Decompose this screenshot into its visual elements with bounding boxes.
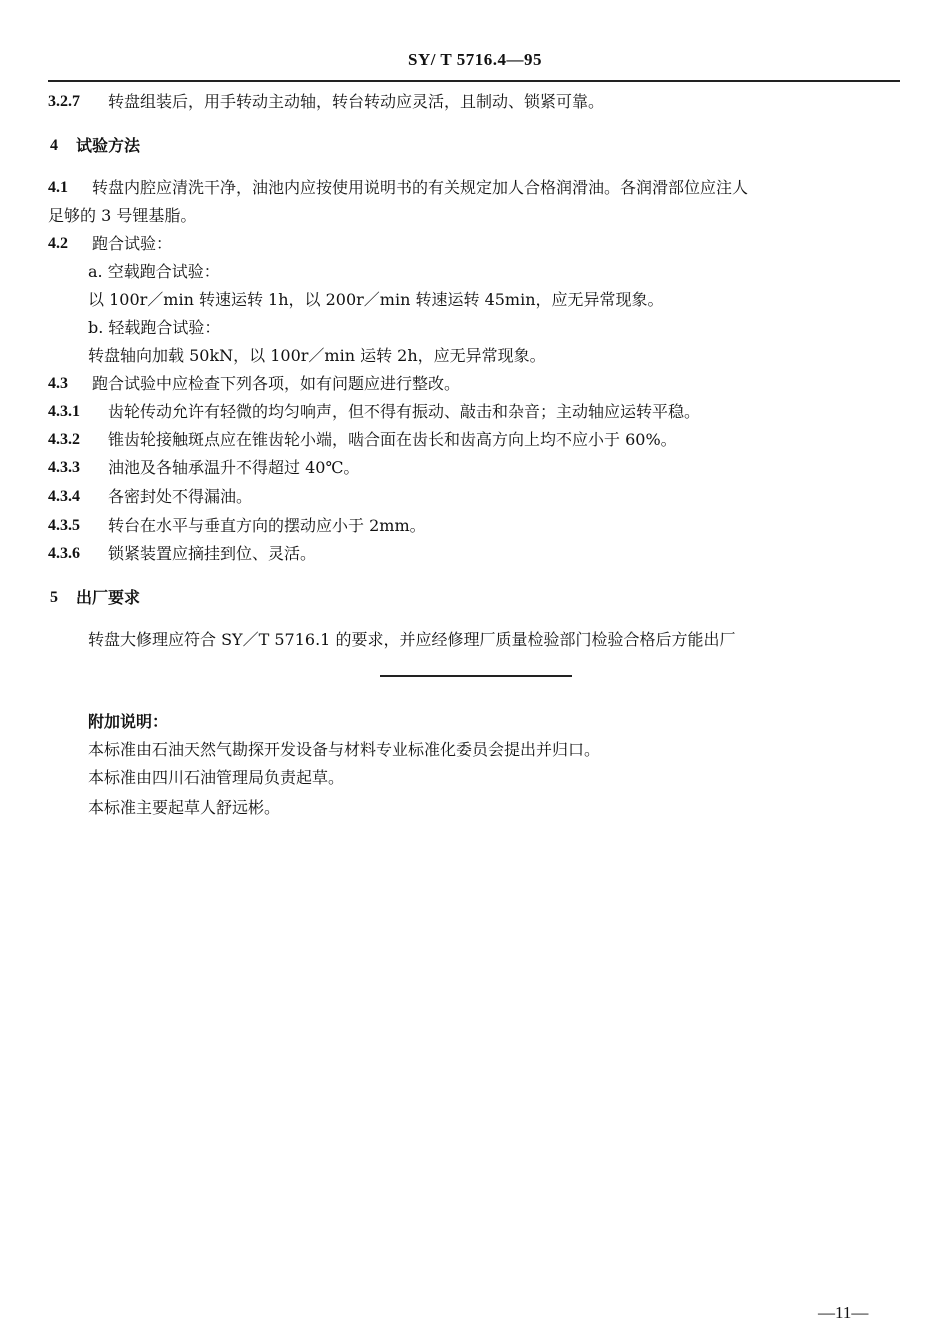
end-rule xyxy=(380,675,572,677)
subclause-label: b. 轻载跑合试验： xyxy=(88,318,221,337)
notes-line: 本标准主要起草人舒远彬。 xyxy=(88,798,281,817)
subclause-text: 以 100r／min 转速运转 1h，以 200r／min 转速运转 45min，应无异常现象。 xyxy=(88,290,664,309)
clause-text: 转盘组装后，用手转动主动轴，转台转动应灵活，且制动、锁紧可靠。 xyxy=(108,92,605,111)
clause-text-continued: 足够的 3 号锂基脂。 xyxy=(48,206,197,225)
subclause-label: a. 空载跑合试验： xyxy=(88,262,220,281)
clause-text: 齿轮传动允许有轻微的均匀响声，但不得有振动、敲击和杂音；主动轴应运转平稳。 xyxy=(108,402,701,421)
clause-text: 油池及各轴承温升不得超过 40℃。 xyxy=(108,458,360,477)
clause-number: 4.1 xyxy=(48,179,68,196)
clause-number: 3.2.7 xyxy=(48,93,80,110)
notes-line: 本标准由四川石油管理局负责起草。 xyxy=(88,768,345,787)
section-number: 4 xyxy=(50,137,58,154)
header-rule xyxy=(48,80,900,82)
clause-text: 锁紧装置应摘挂到位、灵活。 xyxy=(108,544,317,563)
clause-text: 转台在水平与垂直方向的摆动应小于 2mm。 xyxy=(108,516,426,535)
clause-number: 4.3.2 xyxy=(48,431,80,448)
clause-number: 4.3.1 xyxy=(48,403,80,420)
section-title: 试验方法 xyxy=(76,136,141,155)
standard-code-header: SY/ T 5716.4—95 xyxy=(408,50,542,69)
clause-text: 转盘内腔应清洗干净，油池内应按使用说明书的有关规定加人合格润滑油。各润滑部位应注人 xyxy=(92,178,749,197)
clause-number: 4.3 xyxy=(48,375,68,392)
section-text: 转盘大修理应符合 SY／T 5716.1 的要求，并应经修理厂质量检验部门检验合格后方能出厂 xyxy=(88,630,736,649)
section-number: 5 xyxy=(50,589,58,606)
notes-title: 附加说明： xyxy=(88,712,169,731)
clause-text: 各密封处不得漏油。 xyxy=(108,487,253,506)
notes-line: 本标准由石油天然气勘探开发设备与材料专业标准化委员会提出并归口。 xyxy=(88,740,601,759)
clause-number: 4.2 xyxy=(48,235,68,252)
clause-number: 4.3.6 xyxy=(48,545,80,562)
clause-text: 跑合试验： xyxy=(92,234,173,253)
clause-number: 4.3.5 xyxy=(48,517,80,534)
clause-number: 4.3.3 xyxy=(48,459,80,476)
clause-text: 跑合试验中应检查下列各项，如有问题应进行整改。 xyxy=(92,374,461,393)
clause-text: 锥齿轮接触斑点应在锥齿轮小端，啮合面在齿长和齿高方向上均不应小于 60%。 xyxy=(108,430,677,449)
subclause-text: 转盘轴向加载 50kN，以 100r／min 运转 2h，应无异常现象。 xyxy=(88,346,546,365)
clause-number: 4.3.4 xyxy=(48,488,80,505)
section-title: 出厂要求 xyxy=(76,588,141,607)
page-number: —11— xyxy=(818,1303,869,1322)
